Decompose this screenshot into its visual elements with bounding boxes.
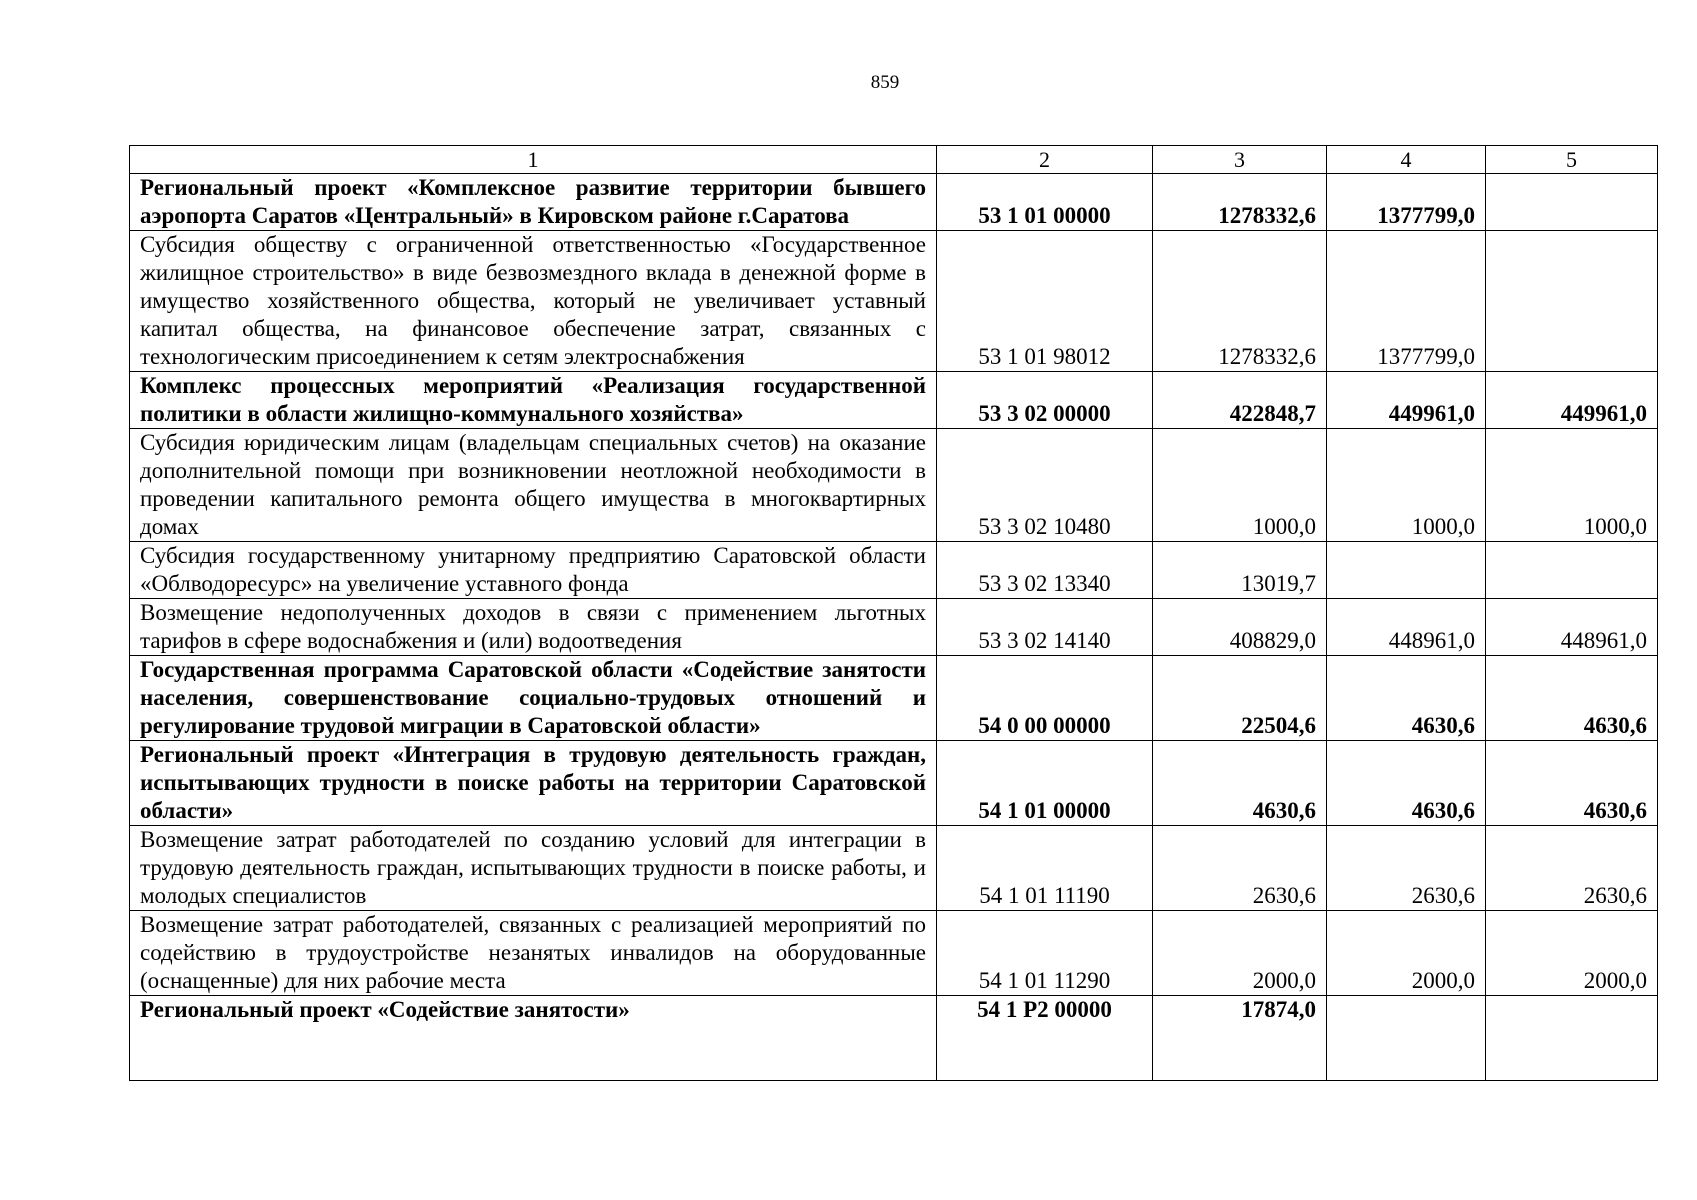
page-number: 859 — [870, 72, 900, 93]
row-value-3-cell: 422848,7 — [1153, 372, 1327, 429]
row-value-4-cell — [1327, 996, 1486, 1081]
row-value-3-cell: 13019,7 — [1153, 542, 1327, 599]
row-name-cell: Региональный проект «Комплексное развитие территории бывшего аэропорта Саратов «Центральный» в Кировском районе г.Саратова — [130, 174, 937, 231]
row-value-4-cell: 448961,0 — [1327, 599, 1486, 656]
row-value-4-cell: 4630,6 — [1327, 656, 1486, 741]
row-code-cell: 53 1 01 00000 — [937, 174, 1153, 231]
row-value-3-cell: 4630,6 — [1153, 741, 1327, 826]
row-name-cell: Субсидия юридическим лицам (владельцам специальных счетов) на оказание дополнительной помощи при возникновении неотложной необходимости в проведении капитального ремонта общего имущества в многоквартирных домах — [130, 429, 937, 542]
table-row — [130, 996, 1658, 1081]
budget-table — [129, 145, 1658, 1081]
row-name-cell: Возмещение недополученных доходов в связи с применением льготных тарифов в сфере водоснабжения и (или) водоотведения — [130, 599, 937, 656]
row-name-cell: Субсидия государственному унитарному предприятию Саратовской области «Облводоресурс» на увеличение уставного фонда — [130, 542, 937, 599]
row-value-3-cell: 2630,6 — [1153, 826, 1327, 911]
row-value-5-cell: 4630,6 — [1486, 656, 1658, 741]
row-code-cell: 53 3 02 00000 — [937, 372, 1153, 429]
table-row — [130, 429, 1658, 542]
column-header-1: 1 — [130, 146, 937, 174]
row-value-3-cell: 22504,6 — [1153, 656, 1327, 741]
row-value-5-cell: 2000,0 — [1486, 911, 1658, 996]
table-row — [130, 826, 1658, 911]
table-row — [130, 174, 1658, 231]
table-row — [130, 599, 1658, 656]
row-value-5-cell: 448961,0 — [1486, 599, 1658, 656]
row-value-5-cell: 1000,0 — [1486, 429, 1658, 542]
table-row — [130, 231, 1658, 372]
row-code-cell: 54 1 P2 00000 — [937, 996, 1153, 1081]
row-code-cell: 54 0 00 00000 — [937, 656, 1153, 741]
row-code-cell: 54 1 01 00000 — [937, 741, 1153, 826]
row-code-cell: 54 1 01 11190 — [937, 826, 1153, 911]
row-code-cell: 53 1 01 98012 — [937, 231, 1153, 372]
row-value-4-cell: 1000,0 — [1327, 429, 1486, 542]
table-row — [130, 656, 1658, 741]
table-row — [130, 911, 1658, 996]
row-value-4-cell: 1377799,0 — [1327, 231, 1486, 372]
row-name-cell: Государственная программа Саратовской области «Содействие занятости населения, совершенствование социально-трудовых отношений и регулирование трудовой миграции в Саратовской области» — [130, 656, 937, 741]
row-value-5-cell — [1486, 231, 1658, 372]
row-value-4-cell: 2630,6 — [1327, 826, 1486, 911]
row-value-5-cell: 4630,6 — [1486, 741, 1658, 826]
row-name-cell: Возмещение затрат работодателей по созданию условий для интеграции в трудовую деятельность граждан, испытывающих трудности в поиске работы, и молодых специалистов — [130, 826, 937, 911]
row-value-3-cell: 1278332,6 — [1153, 231, 1327, 372]
row-name-cell: Возмещение затрат работодателей, связанных с реализацией мероприятий по содействию в трудоустройстве незанятых инвалидов на оборудованные (оснащенные) для них рабочие места — [130, 911, 937, 996]
row-value-3-cell: 17874,0 — [1153, 996, 1327, 1081]
row-value-3-cell: 408829,0 — [1153, 599, 1327, 656]
column-header-3: 3 — [1153, 146, 1327, 174]
row-value-4-cell: 4630,6 — [1327, 741, 1486, 826]
row-value-5-cell — [1486, 174, 1658, 231]
row-value-3-cell: 2000,0 — [1153, 911, 1327, 996]
row-name-cell: Субсидия обществу с ограниченной ответственностью «Государственное жилищное строительство» в виде безвозмездного вклада в денежной форме в имущество хозяйственного общества, который не увеличивает уставный капитал общества, на финансовое обеспечение затрат, связанных с технологическим присоединением к сетям электроснабжения — [130, 231, 937, 372]
row-value-3-cell: 1000,0 — [1153, 429, 1327, 542]
row-code-cell: 53 3 02 10480 — [937, 429, 1153, 542]
row-name-cell: Региональный проект «Интеграция в трудовую деятельность граждан, испытывающих трудности в поиске работы на территории Саратовской области» — [130, 741, 937, 826]
table-row — [130, 542, 1658, 599]
row-value-4-cell: 2000,0 — [1327, 911, 1486, 996]
table-row — [130, 372, 1658, 429]
row-code-cell: 54 1 01 11290 — [937, 911, 1153, 996]
row-value-4-cell — [1327, 542, 1486, 599]
row-value-5-cell: 449961,0 — [1486, 372, 1658, 429]
row-code-cell: 53 3 02 13340 — [937, 542, 1153, 599]
row-name-cell: Региональный проект «Содействие занятости» — [130, 996, 937, 1081]
table-row — [130, 741, 1658, 826]
column-header-2: 2 — [937, 146, 1153, 174]
row-value-4-cell: 1377799,0 — [1327, 174, 1486, 231]
row-value-5-cell — [1486, 996, 1658, 1081]
table-header-row — [130, 146, 1658, 174]
column-header-4: 4 — [1327, 146, 1486, 174]
row-value-5-cell — [1486, 542, 1658, 599]
row-value-3-cell: 1278332,6 — [1153, 174, 1327, 231]
row-value-4-cell: 449961,0 — [1327, 372, 1486, 429]
row-value-5-cell: 2630,6 — [1486, 826, 1658, 911]
row-code-cell: 53 3 02 14140 — [937, 599, 1153, 656]
column-header-5: 5 — [1486, 146, 1658, 174]
row-name-cell: Комплекс процессных мероприятий «Реализация государственной политики в области жилищно-коммунального хозяйства» — [130, 372, 937, 429]
